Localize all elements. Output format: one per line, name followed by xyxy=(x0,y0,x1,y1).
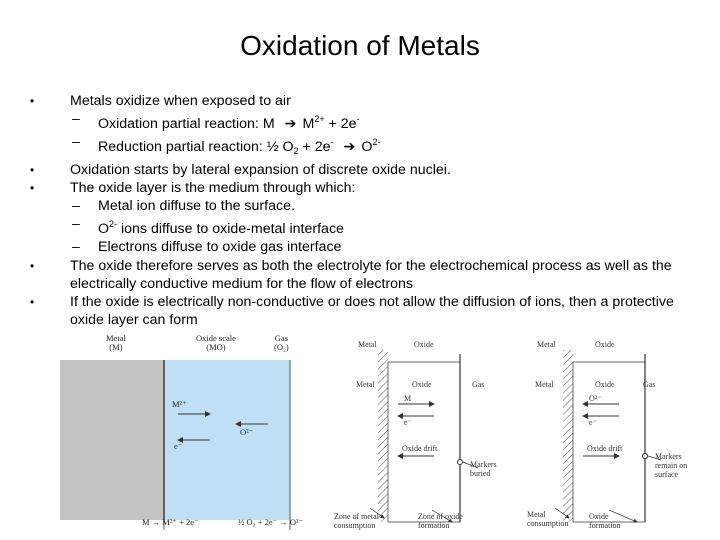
sub-bullet-electrons xyxy=(28,238,688,256)
gas-side-label: Gas xyxy=(643,380,656,389)
gas-label: Gas (O₂) xyxy=(274,333,289,352)
oxide-ion-symbol: O xyxy=(361,139,373,156)
cell-diagram xyxy=(60,332,310,532)
markers-buried-figure xyxy=(330,332,510,537)
oxidation-text: Oxidation partial reaction: M xyxy=(98,116,275,133)
bullet-3 xyxy=(28,179,688,197)
slide-title: Oxidation of Metals xyxy=(240,30,480,61)
oxide-ion-o: O xyxy=(98,221,110,238)
oxide-formation-label: Oxide formation xyxy=(589,512,621,530)
oxide-scale-label: Oxide scale (MO) xyxy=(196,333,236,352)
reduction-electron: + 2e xyxy=(298,139,331,156)
bullet-4-text: The oxide therefore serves as both the electrolyte for the electrochemical process as well as the electrically conductive medium for the flow of electrons xyxy=(70,257,672,292)
dash: – xyxy=(72,216,80,233)
electron-flow-label: e⁻ xyxy=(404,418,412,427)
bullet-2-text: Oxidation starts by lateral expansion of discrete oxide nuclei. xyxy=(70,161,451,178)
oxide-top-label: Oxide xyxy=(414,340,434,349)
dash: – xyxy=(72,134,80,151)
bullet-4 xyxy=(28,257,688,293)
marker-dot xyxy=(643,454,648,459)
gas-side-label: Gas xyxy=(472,380,485,389)
reduction-electron-charge: - xyxy=(330,137,334,148)
metal-ion-text: Metal ion diffuse to the surface. xyxy=(98,198,295,215)
bullet-5 xyxy=(28,293,688,329)
bullet-list xyxy=(28,92,688,329)
arrow-icon: ➔ xyxy=(284,116,297,133)
metal-side-label: Metal xyxy=(356,380,375,389)
bullet-1 xyxy=(28,92,688,110)
oxide-top-label: Oxide xyxy=(595,340,615,349)
oxidation-equation: M → M²⁺ + 2e⁻ xyxy=(142,517,199,527)
metal-ion-charge: 2+ xyxy=(314,114,325,125)
o2-subscript: 2 xyxy=(293,146,299,157)
marker-dot xyxy=(458,460,463,465)
dash: – xyxy=(72,239,80,256)
dash: – xyxy=(72,198,80,215)
sub-bullet-metal-ion xyxy=(28,197,688,215)
electron-flow-label: e⁻ xyxy=(589,418,597,427)
dash: – xyxy=(72,111,80,128)
metal-consumption-label: Metal consumption xyxy=(527,510,569,528)
oxide-ion-label: O²⁻ xyxy=(240,427,254,437)
sub-bullet-oxidation xyxy=(28,110,688,133)
markers-surface-label: Markers remain on surface xyxy=(655,452,688,479)
metal-region xyxy=(60,360,164,520)
drift-label: Oxide drift xyxy=(402,444,438,453)
sub-bullet-oxide-ion xyxy=(28,215,688,238)
bullet-3-text: The oxide layer is the medium through which: xyxy=(70,179,356,196)
metal-flow-label: M xyxy=(404,394,412,403)
sub-bullet-reduction xyxy=(28,133,688,160)
oxide-center-label: Oxide xyxy=(412,380,432,389)
metal-interface-hatch xyxy=(378,350,388,522)
oxide-ion-text: ions diffuse to oxide-metal interface xyxy=(117,221,344,238)
metal-ion-label: M²⁺ xyxy=(172,399,187,409)
bullet-5-text: If the oxide is electrically non-conductive or does not allow the diffusion of ions, then a protective oxide layer can form xyxy=(70,294,674,329)
oxide-ion-charge: 2- xyxy=(372,137,381,148)
markers-buried-diagram xyxy=(330,332,510,537)
reduction-text: Reduction partial reaction: ½ O xyxy=(98,139,294,156)
electron-label: e⁻ xyxy=(174,441,183,451)
electron-charge: - xyxy=(356,114,360,125)
oxide-ion-sup: 2- xyxy=(109,219,118,230)
oxide-center-label: Oxide xyxy=(595,380,615,389)
bullet-2 xyxy=(28,161,688,179)
metal-interface-hatch xyxy=(563,350,573,522)
markers-surface-diagram xyxy=(525,332,710,537)
metal-ion-symbol: M xyxy=(302,116,315,133)
markers-buried-label: Markers buried xyxy=(470,460,497,478)
electrons-text: Electrons diffuse to oxide gas interface xyxy=(98,239,342,256)
metal-top-label: Metal xyxy=(537,340,556,349)
bullet-1-text: Metals oxidize when exposed to air xyxy=(70,93,291,109)
reduction-equation: ½ O₂ + 2e⁻ → O²⁻ xyxy=(238,517,304,527)
metal-label: Metal (M) xyxy=(106,333,126,352)
arrow-icon: ➔ xyxy=(343,139,356,156)
markers-surface-figure xyxy=(525,332,710,537)
zone-metal-label: Zone of metal consumption xyxy=(334,512,379,530)
oxidation-cell-figure xyxy=(60,332,310,532)
metal-top-label: Metal xyxy=(358,340,377,349)
zone-oxide-label: Zone of oxide formation xyxy=(418,512,463,530)
electron-text: + 2e xyxy=(324,116,357,133)
metal-side-label: Metal xyxy=(535,380,554,389)
oxide-ion-flow-label: O²⁻ xyxy=(589,394,602,403)
drift-label: Oxide drift xyxy=(587,444,623,453)
